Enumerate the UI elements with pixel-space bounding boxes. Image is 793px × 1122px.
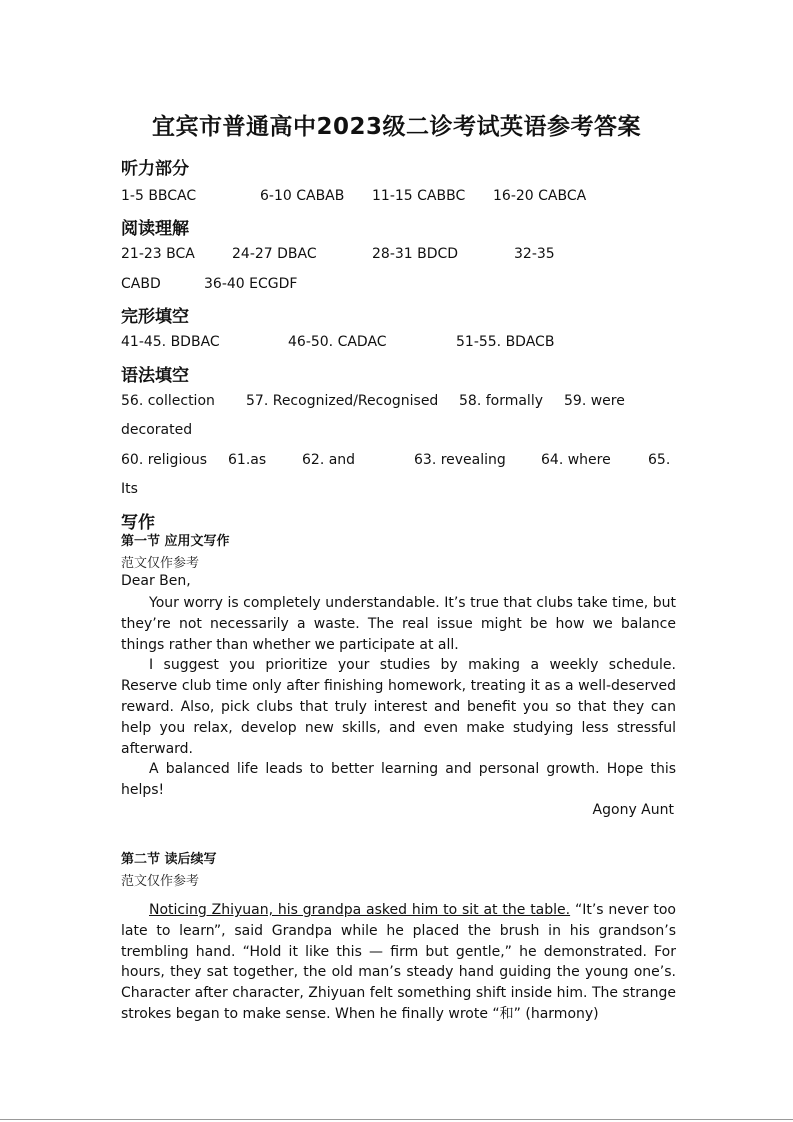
grammar-answer-63: 63. revealing <box>414 452 506 468</box>
grammar-answer-58: 58. formally <box>459 393 543 409</box>
listening-answer-3: 11-15 CABBC <box>372 188 466 204</box>
cloze-answer-3: 51-55. BDACB <box>456 334 555 350</box>
letter-body <box>121 593 676 801</box>
grammar-answer-59: 59. were <box>564 393 625 409</box>
writing-part2-heading: 第二节 读后续写 <box>121 852 217 867</box>
grammar-answer-57: 57. Recognized/Recognised <box>246 393 439 409</box>
letter-signoff: Agony Aunt <box>592 802 674 818</box>
listening-answer-4: 16-20 CABCA <box>493 188 587 204</box>
letter-paragraph-1: Your worry is completely understandable. It’s true that clubs take time, but they’re not necessarily a waste. The real issue might be how we balance things rather than whether we participate at all. <box>121 595 676 653</box>
grammar-answer-62: 62. and <box>302 452 356 468</box>
continuation-paragraph <box>121 900 676 1025</box>
grammar-answer-65: 65. <box>648 452 671 468</box>
grammar-answer-65-cont: Its <box>121 481 138 497</box>
reading-heading: 阅读理解 <box>121 219 189 239</box>
opening-sentence: Noticing Zhiyuan, his grandpa asked him to sit at the table. <box>149 902 571 918</box>
grammar-answer-61: 61.as <box>228 452 267 468</box>
writing-heading: 写作 <box>121 513 155 533</box>
listening-heading: 听力部分 <box>121 159 189 179</box>
letter-greeting: Dear Ben, <box>121 573 191 589</box>
reading-answer-6: 36-40 ECGDF <box>204 276 298 292</box>
writing-part1-heading: 第一节 应用文写作 <box>121 534 230 549</box>
grammar-answer-60: 60. religious <box>121 452 208 468</box>
reading-answer-4: 32-35 <box>514 246 555 262</box>
listening-answer-1: 1-5 BBCAC <box>121 188 197 204</box>
cloze-answer-2: 46-50. CADAC <box>288 334 387 350</box>
cloze-heading: 完形填空 <box>121 307 189 327</box>
cloze-answer-1: 41-45. BDBAC <box>121 334 220 350</box>
page-bottom-edge <box>0 1119 793 1120</box>
grammar-heading: 语法填空 <box>121 366 189 386</box>
reading-answer-2: 24-27 DBAC <box>232 246 317 262</box>
page-title: 宜宾市普通高中2023级二诊考试英语参考答案 <box>151 114 641 140</box>
reading-answer-1: 21-23 BCA <box>121 246 195 262</box>
grammar-answer-56: 56. collection <box>121 393 215 409</box>
letter-paragraph-2: I suggest you prioritize your studies by making a weekly schedule. Reserve club time only after finishing homework, treating it as a well-deserved reward. Also, pick clubs that truly interest and benefit you so that they can help you relax, develop new skills, and even make studying less stressful afterward. <box>121 657 676 757</box>
continuation-text: “It’s never too late to learn”, said Grandpa while he placed the brush in his grandson’s trembling hand. “Hold it like this — firm but gentle,” he demonstrated. For hours, they sat together, the old man’s steady hand guiding the young one’s. Character after character, Zhiyuan felt something shift inside him. The strange strokes began to make sense. When he finally wrote “和” (harmony) <box>121 902 676 1022</box>
writing-part2-note: 范文仅作参考 <box>121 874 200 889</box>
grammar-answer-64: 64. where <box>541 452 611 468</box>
reading-answer-5: CABD <box>121 276 161 292</box>
writing-part1-note: 范文仅作参考 <box>121 556 200 571</box>
listening-answer-2: 6-10 CABAB <box>260 188 345 204</box>
reading-answer-3: 28-31 BDCD <box>372 246 459 262</box>
continuation-essay <box>121 900 676 1025</box>
letter-paragraph-3: A balanced life leads to better learning and personal growth. Hope this helps! <box>121 761 676 799</box>
grammar-answer-59-cont: decorated <box>121 422 193 438</box>
